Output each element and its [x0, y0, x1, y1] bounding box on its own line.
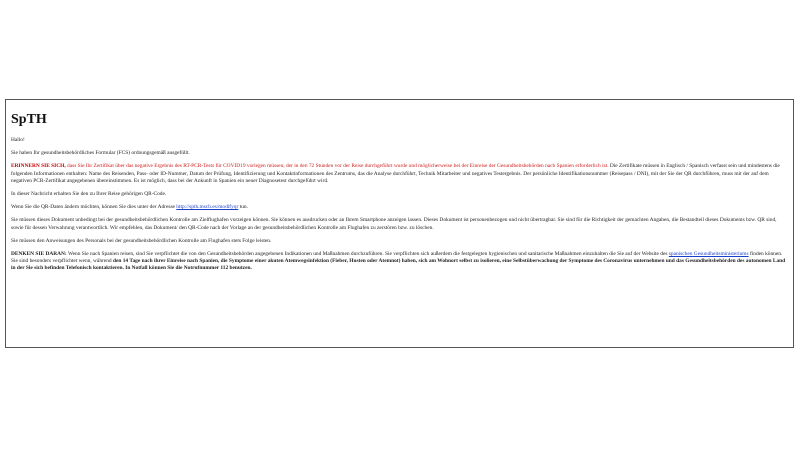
certificate-requirements: Die Zertifikate müssen in Englisch / Spanisch verfasst sein und mindestens die folgenden Informationen enthalten: Name des Reisenden, Pass- oder ID-Nummer, Datum der Prüfung, Identifizierung und Kontaktinformationen des Zentrums, das die Analyse durchführt, Technik Mitarbeiter und negatives Testergebnis. Der persönliche Identifikationsnummer (Reisepass / DNI), mit der Sie der QR durchführen, muss mit der auf dem negativen PCR-Zertifikat angegebenen übereinstimmen. Es ist möglich, dass bei der Ankunft in Spanien ein neuer Diagnosetest durchgeführt wird. [11, 163, 780, 184]
think-paragraph [11, 251, 788, 273]
qr-code-line: In dieser Nachricht erhalten Sie den zu Ihrer Reise gehörigen QR-Code. [11, 191, 167, 198]
email-body [11, 112, 788, 279]
form-submitted-line: Sie haben Ihr gesundheitsbehördliches Formular (FCS) ordnungsgemäß ausgefüllt. [11, 150, 190, 157]
think-text-2: finden können. Sie sind besonders verpflichtet wenn, während [11, 251, 783, 265]
change-qr-prefix: Wenn Sie die QR-Daten ändern möchten, können Sie dies unter der Adresse [11, 204, 175, 211]
change-qr-paragraph [11, 204, 788, 211]
think-text-1: Wenn Sie nach Spanien reisen, sind Sie verpflichtet die von den Gesundheitsbehörden angegebenen Indikationen und Maßnahmen durchzuführen. Sie verpflichten sich außerdem die festgelegten hygienischen und sanitarische Maßnahmen einzuhalten die Sie auf der Website des [67, 251, 668, 258]
change-qr-suffix: tun. [239, 204, 248, 211]
present-document-paragraph: Sie müssen dieses Dokument unbedingt bei der gesundheitsbehördlichen Kontrolle am Zielflughafen vorzeigen können. Sie können es ausdrucken oder an Ihrem Smartphone anzeigen lassen. Dieses Dokument ist personenbezogen und nicht übertragbar. Sie sind für die Richtigkeit der gemachten Angaben, die Bestandteil dieses Dokuments bzw. QR sind, sowie für dessen Verwahrung verantwortlich. Wir empfehlen, das Dokument/ den QR-Code nach der Vorlage an der gesundheitsbehördlichen Kontrolle am Flughafen zu zerstören bzw. zu löschen. [11, 217, 777, 231]
think-lead: DENKEN SIE DARAN: [11, 251, 67, 258]
remember-text: dass Sie Ihr Zertifikat über das negative Ergebnis des RT-PCR-Tests für COVID19 vorlegen müssen, der in den 72 Stunden vor der Reise durchgeführt wurde und möglicherweise bei der Einreise der Gesundheitsbehörden nach Spanien erforderlich ist. [67, 163, 609, 170]
modify-qr-link[interactable]: http://spth.mscb.es/modifyqr [176, 204, 239, 211]
email-title: SpTH [11, 112, 47, 127]
staff-instructions-line: Sie müssen den Anweisungen des Personals bei der gesundheitsbehördlichen Kontrolle am Flughafen stets Folge leisten. [11, 237, 272, 244]
greeting: Hallo! [11, 137, 25, 143]
health-ministry-link[interactable]: spanischen Gesundheitsministeriums [668, 251, 749, 258]
remember-warning [11, 163, 609, 169]
email-message-frame [5, 99, 794, 348]
remember-lead: ERINNERN SIE SICH, [11, 163, 66, 170]
think-bold-text: den 14 Tage nach ihrer Einreise nach Spanien, die Symptome einer akuten Atemwegsinfektion (Fieber, Husten oder Atemnot) haben, sich am Wohnort selbst zu isolieren, eine Selbstüberwachung der Symptome des Coronavirus unternehmen und das Gesundheitsbehörden des autonomen Land in der Sie sich befinden Telefonisch kontaktieren. In Notfall können Sie die Notrufnummer 112 benutzen. [11, 258, 786, 272]
remember-paragraph [11, 163, 788, 185]
